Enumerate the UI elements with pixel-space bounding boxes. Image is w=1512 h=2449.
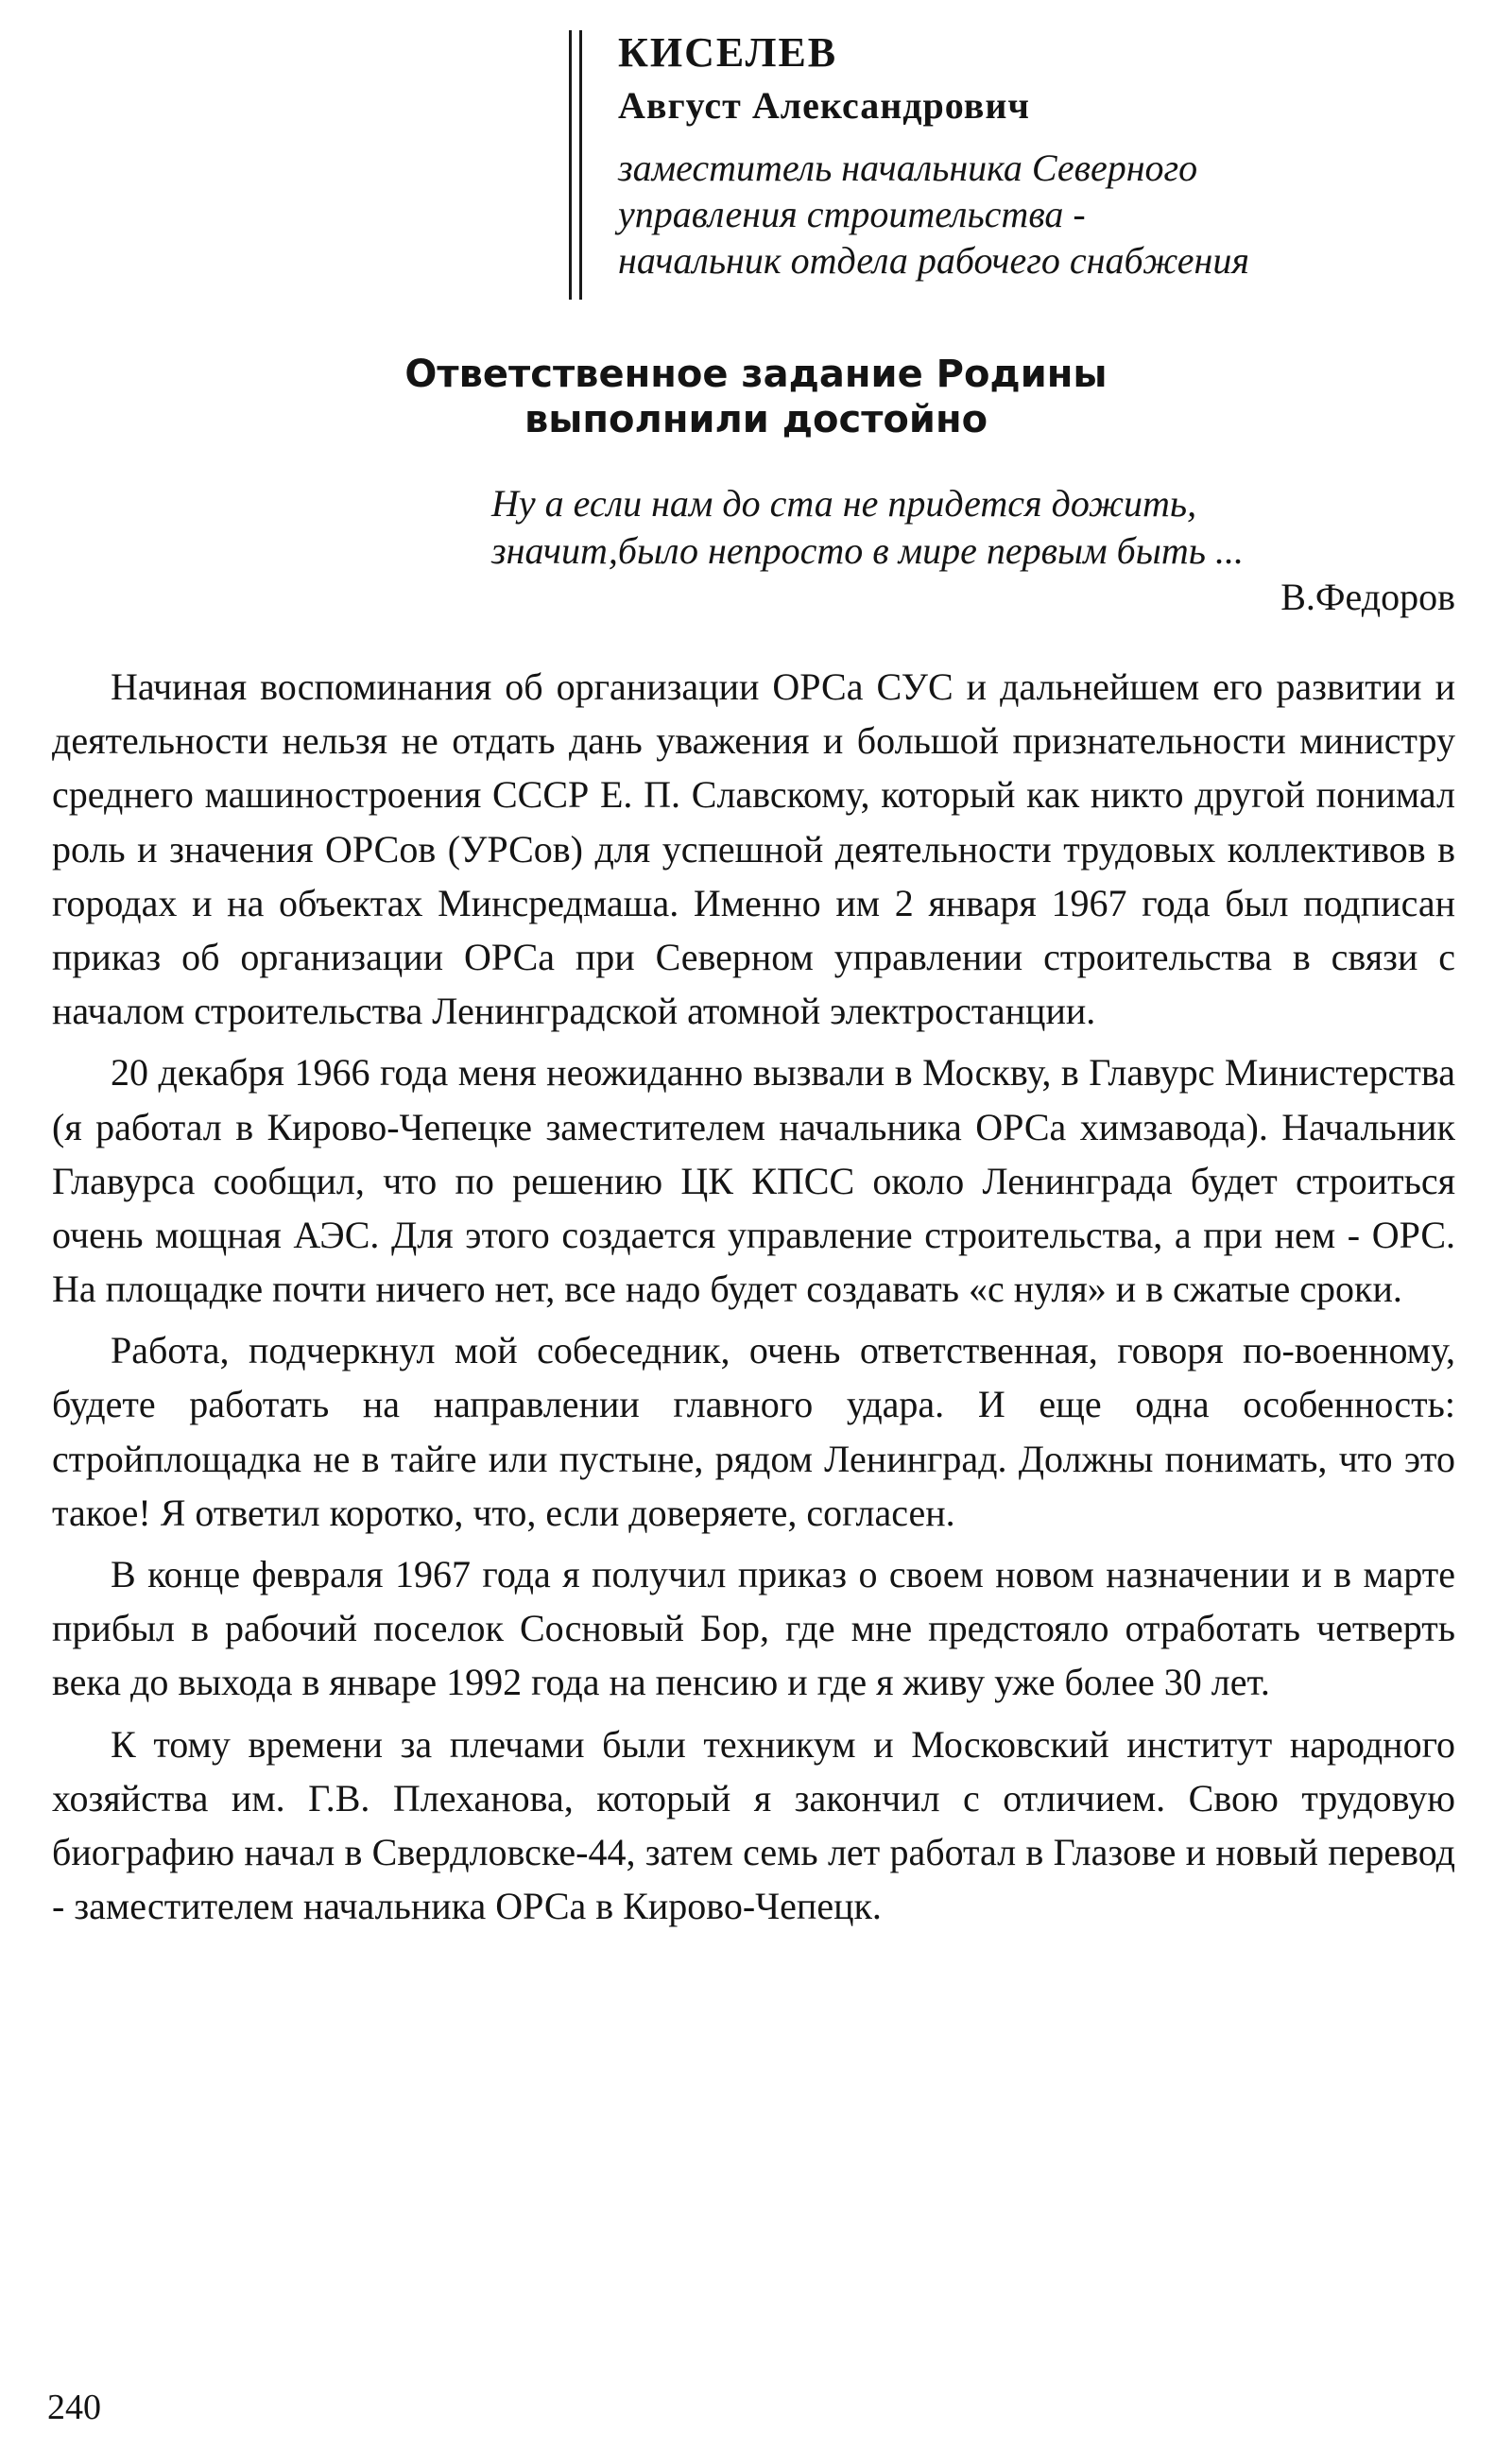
- paragraph: Начиная воспоминания об организации ОРСа СУС и дальнейшем его развитии и деятельности нельзя не отдать дань уважения и большой признательности министру среднего машиностроения СССР Е. П. Славскому, который как никто другой понимал роль и значения ОРСов (УРСов) для успешной деятельности трудовых коллективов в городах и на объектах Минсредмаша. Именно им 2 января 1967 года был подписан приказ об организации ОРСа при Северном управлении строительства в связи с началом строительства Ленинградской атомной электростанции.: [52, 665, 1455, 1033]
- author-surname: КИСЕЛЕВ: [618, 29, 838, 76]
- page-number: 240: [47, 2388, 101, 2427]
- author-vertical-rule: [569, 30, 582, 300]
- body-text: [52, 660, 1455, 1940]
- epigraph: [491, 480, 1455, 621]
- paragraph: К тому времени за плечами были техникум и Московский институт народного хозяйства им. Г.В. Плеханова, который я закончил с отличием. Свою трудовую биографию начал в Свердловске-44, затем семь лет работал в Глазове и новый перевод - заместителем начальника ОРСа в Кирово-Чепецк.: [52, 1722, 1455, 1928]
- author-block: [569, 30, 1457, 300]
- epigraph-lines: Ну а если нам до ста не придется дожить, значит,было непросто в мире первым быть ...: [491, 482, 1244, 572]
- article-title: Ответственное задание Родины выполнили достойно: [404, 353, 1108, 441]
- author-position: заместитель начальника Северного управления строительства - начальник отдела рабочего снабжения: [618, 147, 1249, 282]
- author-text: [618, 30, 1450, 284]
- epigraph-attribution: В.Федоров: [1280, 576, 1455, 619]
- author-name: Август Александрович: [618, 84, 1030, 127]
- paragraph: Работа, подчеркнул мой собеседник, очень ответственная, говоря по-военному, будете работать на направлении главного удара. И еще одна особенность: стройплощадка не в тайге или пустыне, рядом Ленинград. Должны понимать, что это такое! Я ответил коротко, что, если доверяете, согласен.: [52, 1329, 1455, 1534]
- paragraph: 20 декабря 1966 года меня неожиданно вызвали в Москву, в Главурс Министерства (я работал в Кирово-Чепецке заместителем начальника ОРСа химзавода). Начальник Главурса сообщил, что по решению ЦК КПСС около Ленинграда будет строиться очень мощная АЭС. Для этого создается управление строительства, а при нем - ОРС. На площадке почти ничего нет, все надо будет создавать «с нуля» и в сжатые сроки.: [52, 1051, 1455, 1311]
- paragraph: В конце февраля 1967 года я получил приказ о своем новом назначении и в марте прибыл в рабочий поселок Сосновый Бор, где мне предстояло отработать четверть века до выхода в январе 1992 года на пенсию и где я живу уже более 30 лет.: [52, 1553, 1455, 1704]
